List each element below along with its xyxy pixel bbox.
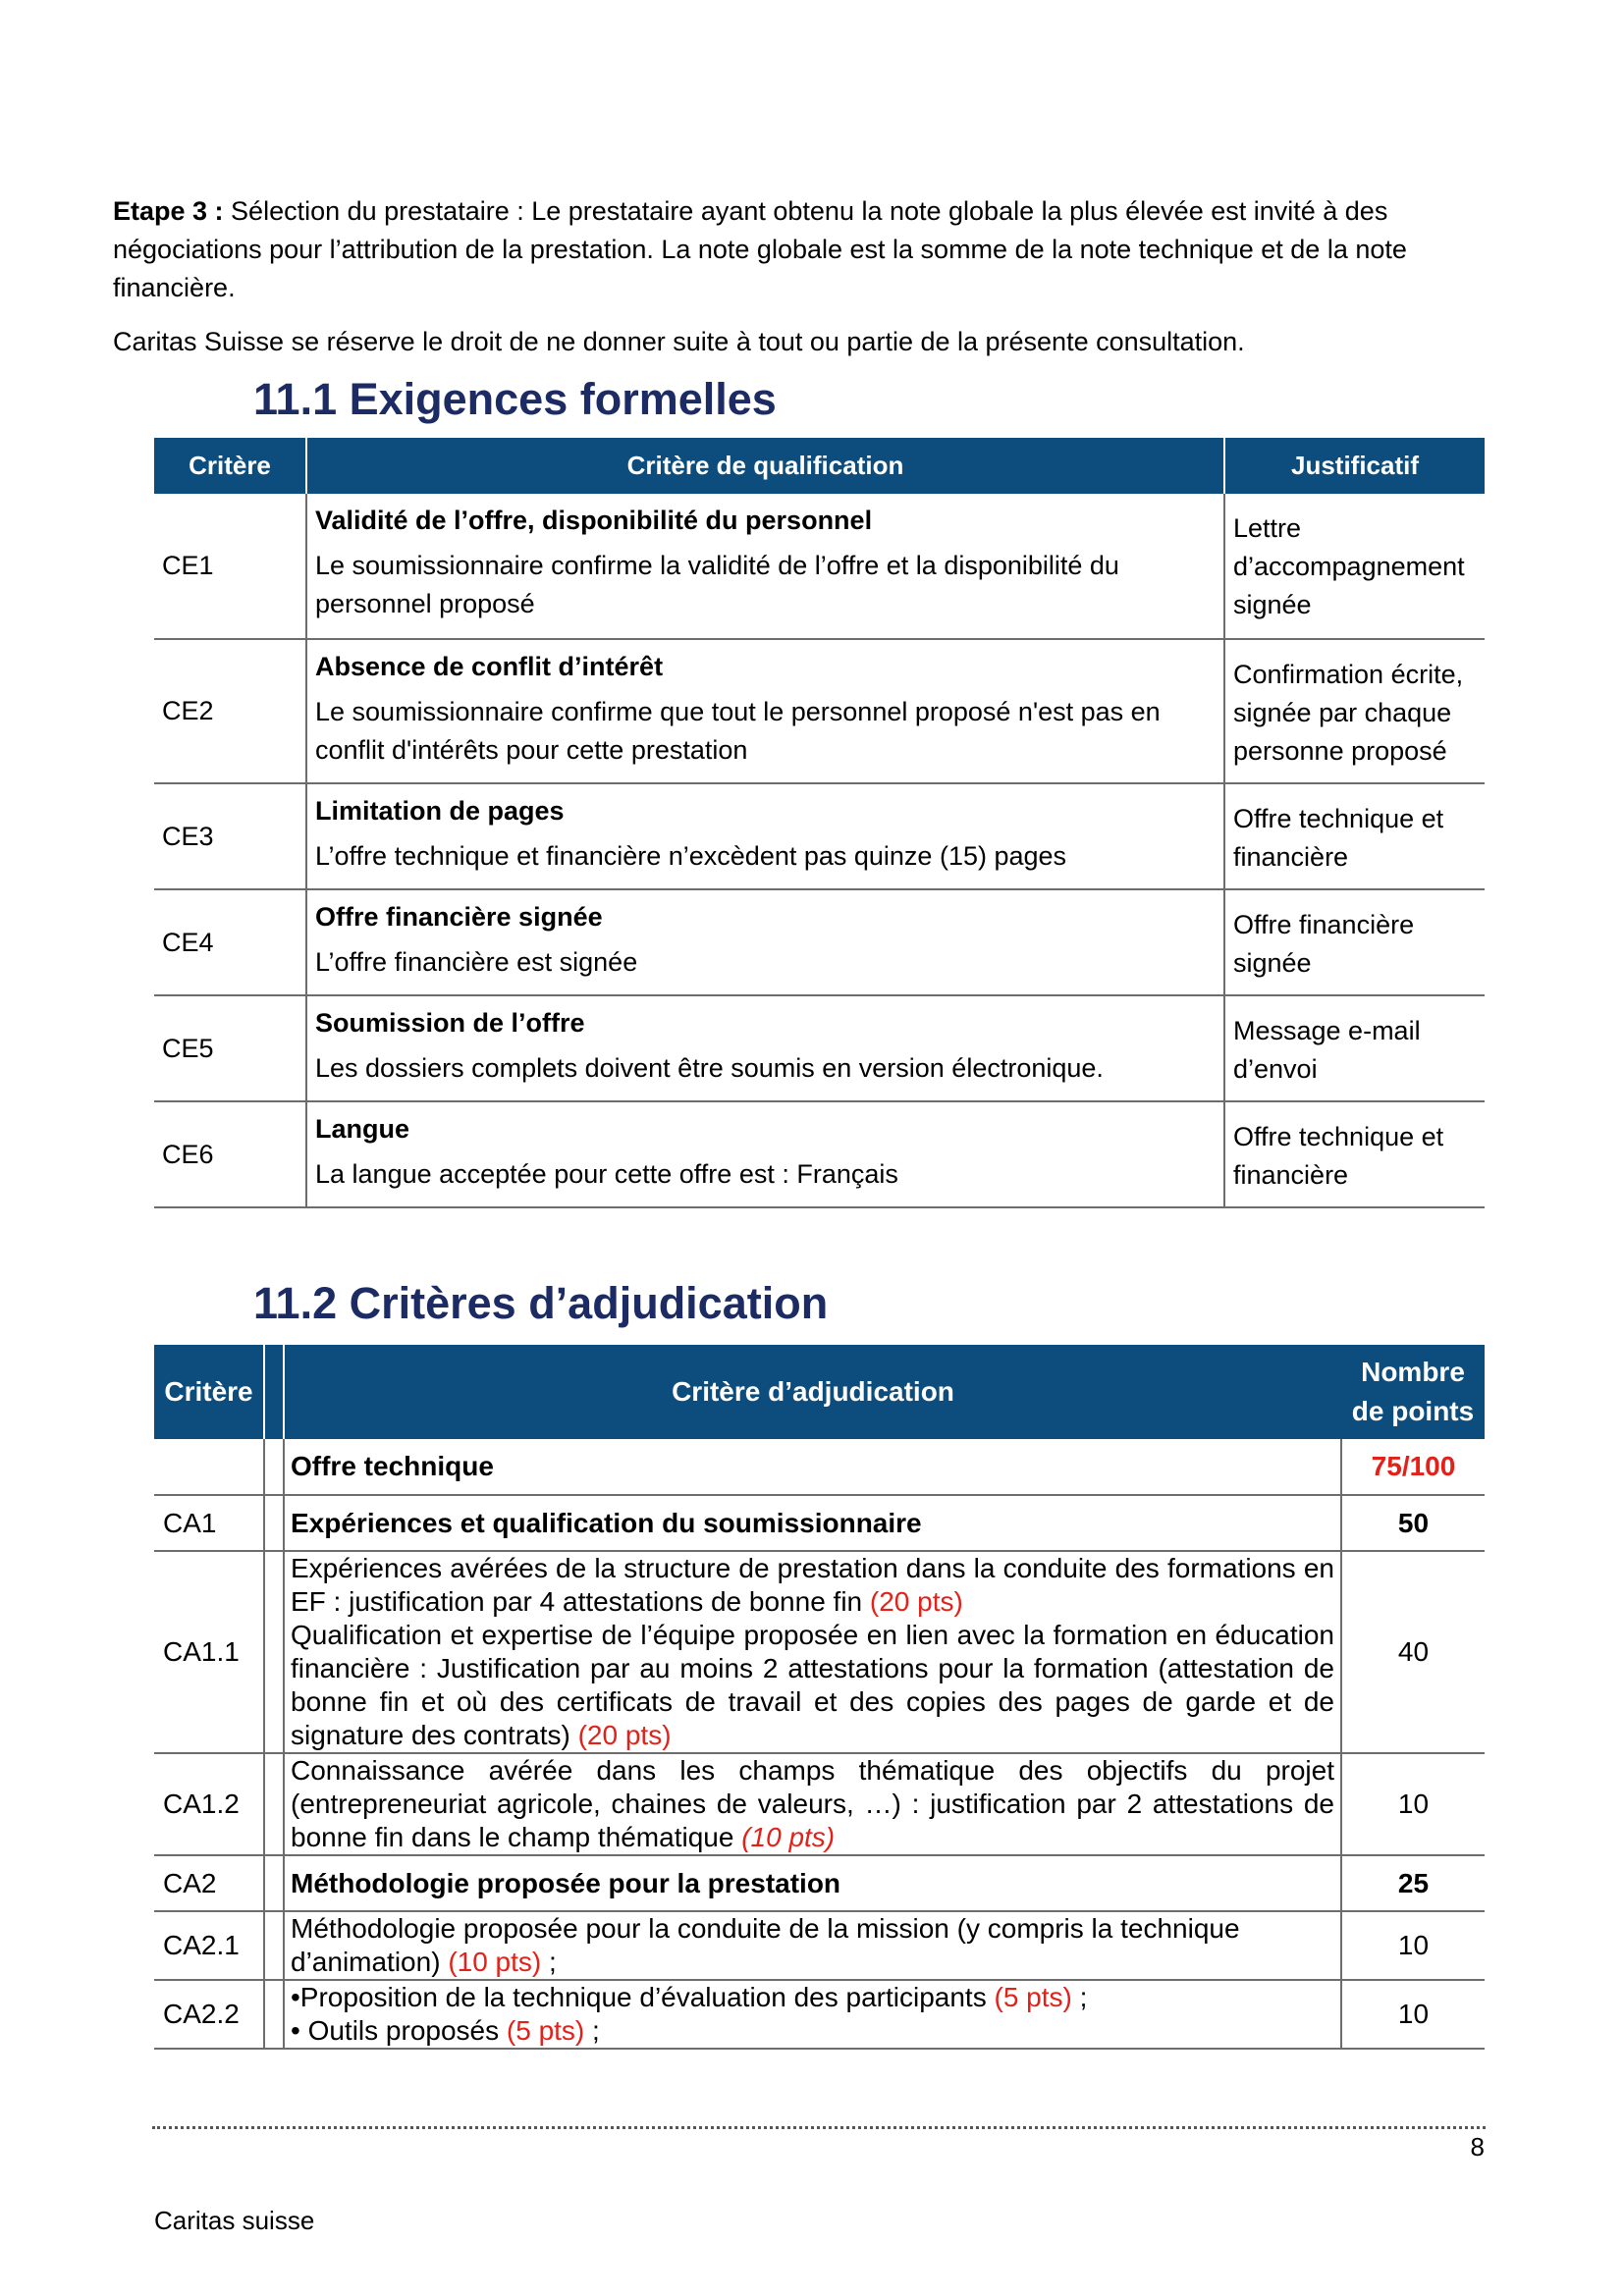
table-row bbox=[154, 1551, 1485, 1753]
criterion-points: 40 bbox=[1341, 1551, 1485, 1753]
description-text: Méthodologie proposée pour la conduite de la mission (y compris la technique d’animation) bbox=[291, 1913, 1240, 1977]
step3-label: Etape 3 : bbox=[113, 196, 224, 226]
criterion-description bbox=[284, 1753, 1341, 1855]
criterion-description bbox=[284, 1980, 1341, 2049]
criterion-code: CA2 bbox=[154, 1855, 264, 1911]
spacer-cell bbox=[264, 1911, 284, 1980]
header-spacer bbox=[264, 1345, 284, 1439]
criterion-points: 50 bbox=[1341, 1495, 1485, 1551]
justification-cell: Offre technique et financière bbox=[1224, 783, 1485, 889]
description-suffix: ; bbox=[1071, 1982, 1088, 2012]
description-text: Expériences avérées de la structure de prestation dans la conduite des formations en EF : justification par 4 attestations de bonne fin bbox=[291, 1553, 1334, 1617]
header-qualification: Critère de qualification bbox=[306, 438, 1224, 494]
award-criteria-table bbox=[154, 1345, 1485, 2050]
justification-cell: Lettre d’accompagnement signée bbox=[1224, 494, 1485, 639]
criterion-description bbox=[284, 1551, 1341, 1753]
table-header-row bbox=[154, 1345, 1485, 1439]
table-row bbox=[154, 995, 1485, 1101]
table-row bbox=[154, 1101, 1485, 1207]
criterion-code: CA1.1 bbox=[154, 1551, 264, 1753]
spacer-cell bbox=[264, 1753, 284, 1855]
criterion-code: CA1 bbox=[154, 1495, 264, 1551]
criterion-title: Soumission de l’offre bbox=[315, 1008, 585, 1038]
spacer-cell bbox=[264, 1980, 284, 2049]
criterion-points: 10 bbox=[1341, 1911, 1485, 1980]
criterion-code: CA2.2 bbox=[154, 1980, 264, 2049]
header-justification: Justificatif bbox=[1224, 438, 1485, 494]
header-criterion: Critère bbox=[154, 438, 306, 494]
spacer-cell bbox=[264, 1855, 284, 1911]
description-text: Qualification et expertise de l’équipe proposée en lien avec la formation en éducation financière : Justification par au moins 2 attestations pour la formation (attestation de bonne fin et où des certificats de travail et des copies des pages de garde et de signature des contrats) bbox=[291, 1620, 1334, 1750]
table-row bbox=[154, 1855, 1485, 1911]
justification-cell: Confirmation écrite, signée par chaque personne proposé bbox=[1224, 639, 1485, 783]
criterion-cell bbox=[306, 783, 1224, 889]
table-row bbox=[154, 783, 1485, 889]
reserve-paragraph: Caritas Suisse se réserve le droit de ne donner suite à tout ou partie de la présente consultation. bbox=[113, 327, 1245, 356]
criterion-cell bbox=[306, 494, 1224, 639]
criterion-text: L’offre technique et financière n’excèdent pas quinze (15) pages bbox=[315, 841, 1067, 871]
formal-requirements-table bbox=[154, 438, 1485, 1208]
criterion-cell bbox=[306, 639, 1224, 783]
description-text: •Proposition de la technique d’évaluation des participants bbox=[291, 1982, 995, 2012]
criterion-code bbox=[154, 1439, 264, 1495]
criterion-code: CE5 bbox=[154, 995, 306, 1101]
criterion-title: Langue bbox=[315, 1114, 410, 1144]
table-row bbox=[154, 494, 1485, 639]
criterion-cell bbox=[306, 1101, 1224, 1207]
table-row bbox=[154, 1980, 1485, 2049]
step3-text: Sélection du prestataire : Le prestataire ayant obtenu la note globale la plus élevée est invité à des négociations pour l’attribution de la prestation. La note globale est la somme de la note technique et de la note financière. bbox=[113, 196, 1407, 302]
criterion-title: Validité de l’offre, disponibilité du personnel bbox=[315, 506, 873, 535]
description-text: Connaissance avérée dans les champs thématique des objectifs du projet (entrepreneuriat agricole, chaines de valeurs, …) : justification par 2 attestations de bonne fin dans le champ thématique bbox=[291, 1755, 1334, 1852]
justification-cell: Message e-mail d’envoi bbox=[1224, 995, 1485, 1101]
table-row bbox=[154, 1911, 1485, 1980]
criterion-code: CE4 bbox=[154, 889, 306, 995]
criterion-code: CE1 bbox=[154, 494, 306, 639]
table-row bbox=[154, 639, 1485, 783]
table-row bbox=[154, 889, 1485, 995]
description-suffix: ; bbox=[541, 1947, 557, 1977]
criterion-title: Limitation de pages bbox=[315, 796, 565, 826]
points-note: (5 pts) bbox=[506, 2015, 585, 2046]
justification-cell: Offre financière signée bbox=[1224, 889, 1485, 995]
points-note: (20 pts) bbox=[577, 1720, 672, 1750]
header-criterion: Critère bbox=[154, 1345, 264, 1439]
table-row bbox=[154, 1439, 1485, 1495]
criterion-points: 10 bbox=[1341, 1980, 1485, 2049]
criterion-title: Offre financière signée bbox=[315, 902, 603, 932]
criterion-description: Méthodologie proposée pour la prestation bbox=[284, 1855, 1341, 1911]
header-points: Nombre de points bbox=[1341, 1345, 1485, 1439]
criterion-text: La langue acceptée pour cette offre est : Français bbox=[315, 1159, 898, 1189]
step3-paragraph bbox=[113, 192, 1488, 307]
criterion-cell bbox=[306, 995, 1224, 1101]
criterion-text: L’offre financière est signée bbox=[315, 947, 638, 977]
header-award-criterion: Critère d’adjudication bbox=[284, 1345, 1341, 1439]
table-header-row bbox=[154, 438, 1485, 494]
criterion-description: Expériences et qualification du soumissionnaire bbox=[284, 1495, 1341, 1551]
points-note: (20 pts) bbox=[869, 1586, 963, 1617]
criterion-text: Le soumissionnaire confirme que tout le personnel proposé n'est pas en conflit d'intérêts pour cette prestation bbox=[315, 697, 1161, 765]
spacer-cell bbox=[264, 1495, 284, 1551]
spacer-cell bbox=[264, 1439, 284, 1495]
criterion-code: CA1.2 bbox=[154, 1753, 264, 1855]
criterion-code: CE2 bbox=[154, 639, 306, 783]
points-note: (10 pts) bbox=[448, 1947, 542, 1977]
criterion-points: 10 bbox=[1341, 1753, 1485, 1855]
criterion-text: Les dossiers complets doivent être soumis en version électronique. bbox=[315, 1053, 1104, 1083]
points-note: (5 pts) bbox=[994, 1982, 1072, 2012]
table-row bbox=[154, 1753, 1485, 1855]
points-note: (10 pts) bbox=[741, 1822, 836, 1852]
description-text: • Outils proposés bbox=[291, 2015, 507, 2046]
justification-cell: Offre technique et financière bbox=[1224, 1101, 1485, 1207]
criterion-code: CE6 bbox=[154, 1101, 306, 1207]
footer-divider bbox=[152, 2126, 1486, 2129]
intro-text bbox=[113, 192, 1488, 361]
criterion-code: CE3 bbox=[154, 783, 306, 889]
page-number: 8 bbox=[1470, 2132, 1485, 2162]
criterion-code: CA2.1 bbox=[154, 1911, 264, 1980]
table-row bbox=[154, 1495, 1485, 1551]
description-suffix: ; bbox=[584, 2015, 600, 2046]
criterion-title: Absence de conflit d’intérêt bbox=[315, 652, 664, 681]
criterion-cell bbox=[306, 889, 1224, 995]
spacer-cell bbox=[264, 1551, 284, 1753]
footer-organization: Caritas suisse bbox=[154, 2206, 315, 2235]
criterion-description bbox=[284, 1911, 1341, 1980]
offre-technique-score: 75/100 bbox=[1341, 1439, 1485, 1495]
section-title-exigences: 11.1 Exigences formelles bbox=[253, 374, 777, 424]
section-title-adjudication: 11.2 Critères d’adjudication bbox=[253, 1278, 829, 1328]
criterion-points: 25 bbox=[1341, 1855, 1485, 1911]
criterion-text: Le soumissionnaire confirme la validité de l’offre et la disponibilité du personnel proposé bbox=[315, 551, 1119, 618]
offre-technique-label: Offre technique bbox=[284, 1439, 1341, 1495]
